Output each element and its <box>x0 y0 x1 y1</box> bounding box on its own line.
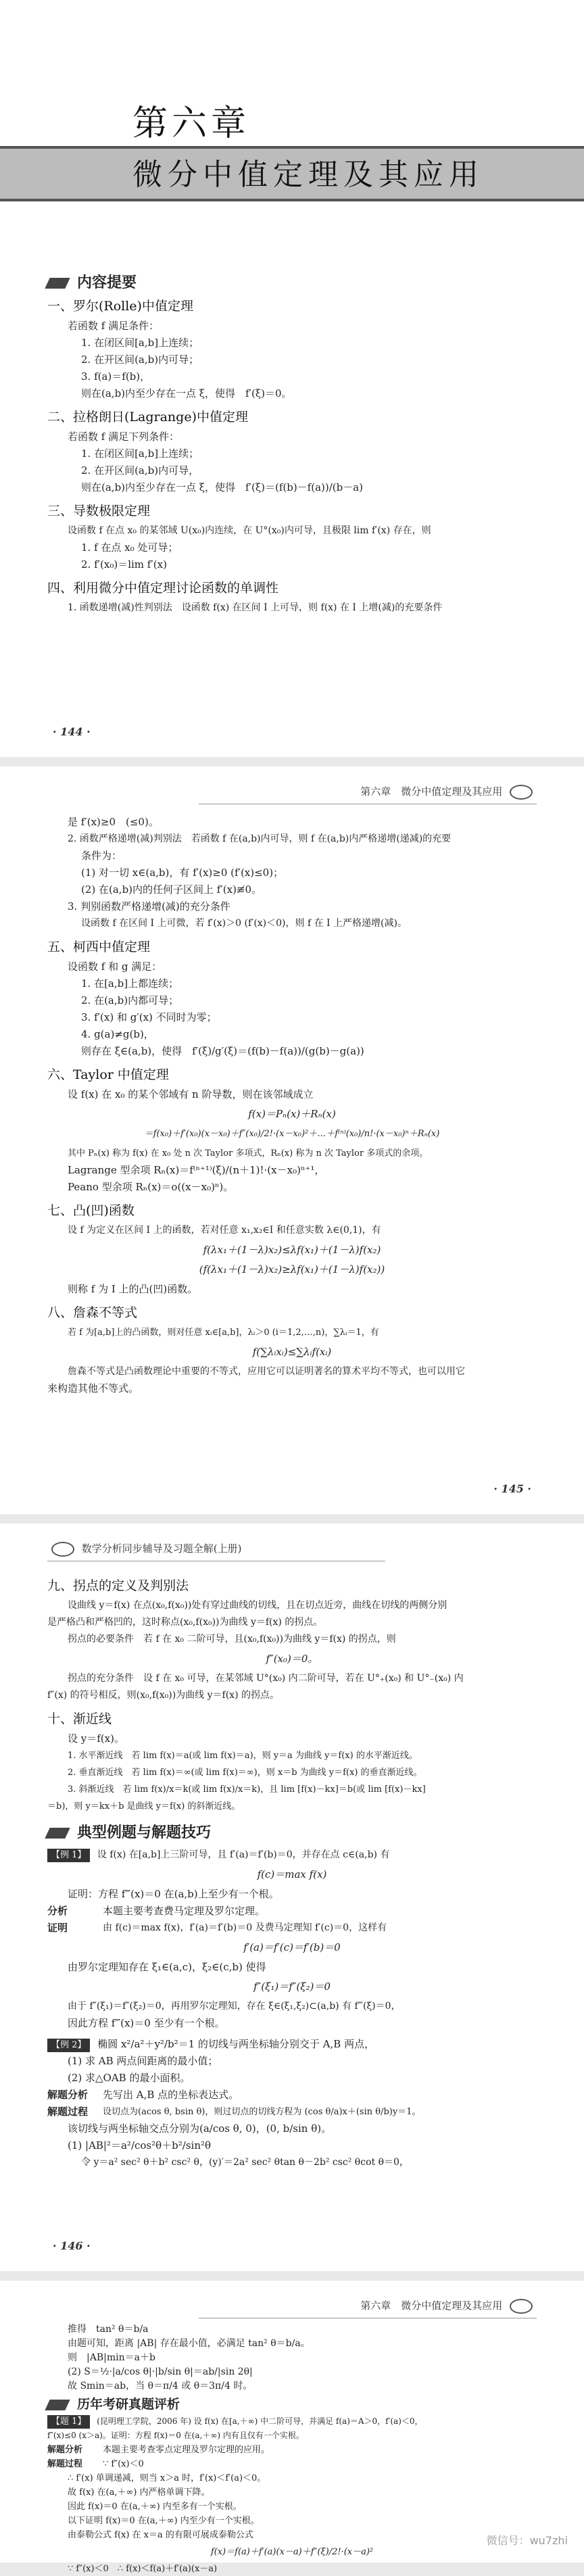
asymptote-c3b: ＝b)，则 y＝kx＋b 是曲线 y＝f(x) 的斜渐近线。 <box>47 1801 241 1812</box>
page-3 <box>0 1524 584 2271</box>
example-2-s9: 故 Smin＝ab，当 θ＝π/4 或 θ＝3π/4 时。 <box>68 2381 253 2391</box>
taylor-title: 六、Taylor 中值定理 <box>47 1067 169 1082</box>
lagrange-cond-2: 2. 在开区间(a,b)内可导， <box>81 464 199 477</box>
page-number: · 146 · <box>53 2239 91 2252</box>
page-number: · 144 · <box>53 725 91 738</box>
taylor-peano: Peano 型余项 Rₙ(x)＝o((x－x₀)ⁿ)。 <box>68 1181 234 1193</box>
rolle-cond-3: 3. f(a)＝f(b)， <box>81 370 151 383</box>
example-1-p2: 由罗尔定理知存在 ξ₁∈(a,c)，ξ₂∈(c,b) 使得 <box>68 1961 266 1973</box>
asymptote-intro: 设 y＝f(x)。 <box>68 1732 124 1745</box>
inflection-f1: f″(x₀)＝0。 <box>266 1653 318 1665</box>
inflection-l5: f″(x) 的符号相反，则(x₀,f(x₀))为曲线 y＝f(x) 的拐点。 <box>47 1690 279 1701</box>
summary-continued <box>47 814 537 1397</box>
question-1-idea: 解题分析 本题主要考查零点定理及罗尔定理的应用。 <box>47 2445 270 2455</box>
cauchy-c4: 4. g(a)≠g(b)， <box>81 1028 154 1040</box>
cauchy-c1: 1. 在[a,b]上都连续； <box>81 977 179 990</box>
question-1-process: 解题过程 ∵ f″(x)＜0 <box>47 2459 144 2469</box>
example-2-tag: 【例 2】 <box>47 2039 90 2052</box>
monotone-c2b: 条件为： <box>81 850 122 862</box>
cauchy-intro: 设函数 f 和 g 满足： <box>68 961 162 973</box>
monotone-c3b: 设函数 f 在区间 I 上可微，若 f′(x)＞0 (f′(x)＜0)，则 f 在 I 上严格递增(减)。 <box>81 918 407 929</box>
running-header: 第六章 微分中值定理及其应用 <box>199 2298 537 2318</box>
example-2-s6: 由题可知，距离 |AB| 存在最小值，必满足 tan² θ＝b/a。 <box>68 2338 310 2349</box>
inflection-l3: 拐点的必要条件 若 f 在 x₀ 二阶可导，且(x₀,f(x₀))为曲线 y＝f(x) 的拐点，则 <box>68 1634 396 1645</box>
example-2-statement: 【例 2】 椭圆 x²/a²＋y²/b²＝1 的切线与两坐标轴分别交于 A,B 两点， <box>47 2036 537 2053</box>
ornament-icon <box>510 2299 533 2314</box>
example-2-s3: (1) |AB|²＝a²/cos²θ＋b²/sin²θ <box>68 2139 212 2152</box>
page-4 <box>0 2281 584 2574</box>
inflection-title: 九、拐点的定义及判别法 <box>47 1578 189 1593</box>
summary-heading: 内容提要 <box>47 274 537 291</box>
book-icon <box>45 2400 70 2410</box>
examples-continued <box>47 2323 537 2576</box>
asymptote-c2: 2. 垂直渐近线 若 lim f(x)＝∞(或 lim f(x)＝∞)，则 x＝b 为曲线 y＝f(x) 的垂直渐近线。 <box>68 1768 422 1778</box>
monotone-c2i: (1) 对一切 x∈(a,b)，有 f′(x)≥0 (f′(x)≤0)； <box>81 867 284 879</box>
monotone-c1: 1. 函数递增(减)性判别法 设函数 f(x) 在区间 I 上可导，则 f(x) 在 I 上增(减)的充要条件 <box>68 602 443 613</box>
asymptote-c3: 3. 斜渐近线 若 lim f(x)/x＝k(或 lim f(x)/x＝k)，且 lim [f(x)－kx]＝b(或 lim [f(x)－kx] <box>68 1784 426 1795</box>
rolle-cond-2: 2. 在开区间(a,b)内可导； <box>81 354 199 366</box>
jensen-f1: f(∑λᵢxᵢ)≤∑λᵢf(xᵢ) <box>252 1346 332 1358</box>
convex-title: 七、凸(凹)函数 <box>47 1203 135 1218</box>
taylor-formula-2: ＝f(x₀)＋f′(x₀)(x－x₀)＋f″(x₀)/2!·(x－x₀)²＋…＋f⁽ⁿ⁾(x₀)/n!·(x－x₀)ⁿ＋Rₙ(x) <box>144 1129 440 1139</box>
rolle-conclusion: 则在(a,b)内至少存在一点 ξ，使得 f′(ξ)＝0。 <box>81 387 292 399</box>
ornament-icon <box>51 1542 74 1557</box>
question-1-statement: 【题 1】 (昆明理工学院，2006 年) 设 f(x) 在[a,＋∞) 中二阶可导，并满足 f(a)＝A＞0，f′(a)＜0， <box>47 2414 537 2429</box>
summary-block <box>47 268 537 616</box>
monotone-c1b: 是 f′(x)≥0 (≤0)。 <box>68 816 159 828</box>
inflection-l1: 设曲线 y＝f(x) 在点(x₀,f(x₀))处有穿过曲线的切线，且在切点近旁，曲线在切线的两侧分别 <box>68 1600 447 1611</box>
example-1-p1f: f′(a)＝f′(c)＝f′(b)＝0 <box>243 1941 341 1953</box>
page-number: · 145 · <box>493 1482 531 1495</box>
convex-l1: 设 f 为定义在区间 I 上的函数，若对任意 x₁,x₂∈I 和任意实数 λ∈(0,1)，有 <box>68 1225 381 1236</box>
example-1-p2f: f″(ξ₁)＝f″(ξ₂)＝0 <box>253 1980 331 1993</box>
example-1-p4: 因此方程 f‴(x)＝0 至少有一个根。 <box>68 2017 225 2029</box>
chapter-number: 第六章 <box>132 103 251 144</box>
wechat-watermark: 微信号：wu7zhi <box>486 2534 568 2547</box>
example-2-idea: 解题分析 先写出 A,B 点的坐标表达式。 <box>47 2089 239 2101</box>
example-2-s7: 则 |AB|min＝a＋b <box>68 2352 155 2363</box>
rolle-intro: 若函数 f 满足条件： <box>68 320 160 332</box>
page-1 <box>0 0 584 757</box>
monotone-c3: 3. 判别函数严格递增(减)的充分条件 <box>68 900 230 913</box>
running-header: 第六章 微分中值定理及其应用 <box>199 784 537 804</box>
cauchy-conclusion: 则存在 ξ∈(a,b)，使得 f′(ξ)/g′(ξ)＝(f(b)－f(a))/(g(b)－g(a)) <box>81 1045 364 1057</box>
book-icon <box>45 1828 70 1839</box>
convex-f2: (f(λx₁＋(1－λ)x₂)≥λf(x₁)＋(1－λ)f(x₂)) <box>199 1263 385 1275</box>
question-1-s8: ∵ f″(x)＜0 ∴ f(x)＜f(a)＋f′(a)(x－a) <box>68 2564 218 2574</box>
cauchy-title: 五、柯西中值定理 <box>47 940 151 954</box>
example-2-s5: 推得 tan² θ＝b/a <box>68 2324 149 2335</box>
convex-l2: 则称 f 为 I 上的凸(凹)函数。 <box>68 1283 198 1295</box>
monotone-c2: 2. 函数严格递增(减)判别法 若函数 f 在(a,b)内可导，则 f 在(a,b)内严格递增(递减)的充要 <box>68 833 452 844</box>
convex-f1: f(λx₁＋(1－λ)x₂)≤λf(x₁)＋(1－λ)f(x₂) <box>203 1244 381 1256</box>
taylor-desc: 其中 Pₙ(x) 称为 f(x) 在 x₀ 处 n 次 Taylor 多项式，Rₙ(x) 称为 n 次 Taylor 多项式的余项。 <box>68 1148 429 1159</box>
jensen-l2: 詹森不等式是凸函数理论中重要的不等式，应用它可以证明著名的算术平均不等式，也可以用它 <box>68 1366 465 1377</box>
jensen-l3: 来构造其他不等式。 <box>47 1382 139 1394</box>
taylor-formula-1: f(x)＝Pₙ(x)＋Rₙ(x) <box>248 1108 336 1120</box>
book-icon <box>45 278 70 289</box>
example-2-s2: 该切线与两坐标轴交点分别为(a/cos θ, 0)，(0, b/sin θ)。 <box>68 2122 332 2135</box>
running-header: 数学分析同步辅导及习题全解(上册) <box>47 1541 385 1561</box>
example-1-stmt2: 证明：方程 f‴(x)＝0 在(a,b)上至少有一个根。 <box>68 1888 279 1900</box>
example-1-proof: 证明 由 f(c)＝max f(x)，f′(a)＝f′(b)＝0 及费马定理知 f′(c)＝0，这样有 <box>47 1922 387 1934</box>
cauchy-c2: 2. 在(a,b)内都可导； <box>81 994 179 1006</box>
past-exams-heading: 历年考研真题评析 <box>47 2398 537 2412</box>
monotone-title: 四、利用微分中值定理讨论函数的单调性 <box>47 581 279 596</box>
example-2-s8: (2) S＝½·|a/cos θ|·|b/sin θ|＝ab/|sin 2θ| <box>68 2366 253 2377</box>
question-1-s7: f(x)＝f(a)＋f′(a)(x－a)＋f″(ξ)/2!·(x－a)² <box>210 2547 374 2557</box>
example-1-f1: f(c)＝max f(x) <box>257 1868 327 1880</box>
example-2-q1: (1) 求 AB 两点间距离的最小值； <box>68 2055 218 2067</box>
lagrange-cond-1: 1. 在闭区间[a,b]上连续； <box>81 447 199 460</box>
cauchy-c3: 3. f′(x) 和 g′(x) 不同时为零； <box>81 1011 217 1023</box>
asymptote-c1: 1. 水平渐近线 若 lim f(x)＝a(或 lim f(x)＝a)，则 y＝a 为曲线 y＝f(x) 的水平渐近线。 <box>68 1751 418 1761</box>
summary-continued-2 <box>47 1571 537 2171</box>
question-1-stmt2: f″(x)≤0 (x＞a)。证明：方程 f(x)＝0 在(a,＋∞) 内有且仅有一个实根。 <box>47 2431 304 2440</box>
example-1-p3: 由于 f″(ξ₁)＝f″(ξ₂)＝0，再用罗尔定理知，存在 ξ∈(ξ₁,ξ₂)⊂(a,b) 有 f‴(ξ)＝0， <box>68 2001 401 2012</box>
chapter-title: 微分中值定理及其应用 <box>132 157 484 192</box>
taylor-lagrange: Lagrange 型余项 Rₙ(x)＝f⁽ⁿ⁺¹⁾(ξ)/(n＋1)!·(x－x₀)ⁿ⁺¹， <box>68 1164 325 1176</box>
derivlimit-cond-2: 2. f′(x₀)＝lim f′(x) <box>81 558 167 570</box>
question-1-s6: 由泰勒公式 f(x) 在 x＝a 的有限可展成泰勒公式 <box>68 2530 253 2540</box>
inflection-l2: 是严格凸和严格凹的，这时称点(x₀,f(x₀))为曲线 y＝f(x) 的拐点。 <box>47 1617 323 1628</box>
lagrange-conclusion: 则在(a,b)内至少存在一点 ξ，使得 f′(ξ)＝(f(b)－f(a))/(b－a) <box>81 481 364 493</box>
derivlimit-intro: 设函数 f 在点 x₀ 的某邻域 U(x₀)内连续，在 U°(x₀)内可导，且极限 lim f′(x) 存在，则 <box>68 525 431 536</box>
question-1-s2: ∴ f′(x) 单调递减，则当 x＞a 时，f′(x)＜f′(a)＜0。 <box>68 2473 266 2483</box>
asymptote-title: 十、渐近线 <box>47 1711 112 1726</box>
derivlimit-title: 三、导数极限定理 <box>47 504 151 518</box>
rolle-title: 一、罗尔(Rolle)中值定理 <box>47 299 193 314</box>
taylor-intro: 设 f(x) 在 x₀ 的某个邻域有 n 阶导数，则在该邻域成立 <box>68 1088 314 1100</box>
lagrange-title: 二、拉格朗日(Lagrange)中值定理 <box>47 410 248 424</box>
rolle-cond-1: 1. 在闭区间[a,b]上连续； <box>81 337 199 349</box>
page-2 <box>0 767 584 1514</box>
question-1-s5: 以下证明 f(x)＝0 在(a,＋∞) 内至少有一个实根。 <box>68 2516 260 2526</box>
example-2-s4: 令 y＝a² sec² θ＋b² csc² θ，(y)′＝2a² sec² θtan θ－2b² csc² θcot θ＝0， <box>81 2157 409 2168</box>
jensen-l1: 若 f 为[a,b]上的凸函数，则对任意 xᵢ∈[a,b]，λᵢ＞0 (i＝1,2,…,n)，∑λᵢ＝1，有 <box>68 1328 379 1338</box>
monotone-c2ii: (2) 在(a,b)内的任何子区间上 f′(x)≢0。 <box>81 883 262 896</box>
example-1-statement: 【例 1】 设 f(x) 在[a,b]上三阶可导，且 f′(a)＝f′(b)＝0，并存在点 c∈(a,b) 有 <box>47 1847 537 1864</box>
question-1-s3: 故 f(x) 在(a,＋∞) 内严格单调下降。 <box>68 2487 210 2498</box>
ornament-icon <box>510 785 533 800</box>
examples-heading: 典型例题与解题技巧 <box>47 1824 537 1841</box>
derivlimit-cond-1: 1. f 在点 x₀ 处可导； <box>81 541 178 554</box>
example-2-process: 解题过程 设切点为(acos θ, bsin θ)，则过切点的切线方程为 (cos θ/a)x＋(sin θ/b)y＝1。 <box>47 2106 421 2118</box>
example-1-tag: 【例 1】 <box>47 1849 90 1862</box>
lagrange-intro: 若函数 f 满足下列条件： <box>68 431 180 443</box>
jensen-title: 八、詹森不等式 <box>47 1305 138 1320</box>
example-1-analysis: 分析 本题主要考查费马定理及罗尔定理。 <box>47 1905 266 1917</box>
question-1-s4: 因此 f(x)＝0 在(a,＋∞) 内至多有一个实根。 <box>68 2502 242 2512</box>
example-2-q2: (2) 求△OAB 的最小面积。 <box>68 2072 191 2084</box>
inflection-l4: 拐点的充分条件 设 f 在 x₀ 可导，在某邻域 U°(x₀) 内二阶可导，若在 U°₊(x₀) 和 U°₋(x₀) 内 <box>68 1673 464 1684</box>
question-1-tag: 【题 1】 <box>47 2415 90 2429</box>
